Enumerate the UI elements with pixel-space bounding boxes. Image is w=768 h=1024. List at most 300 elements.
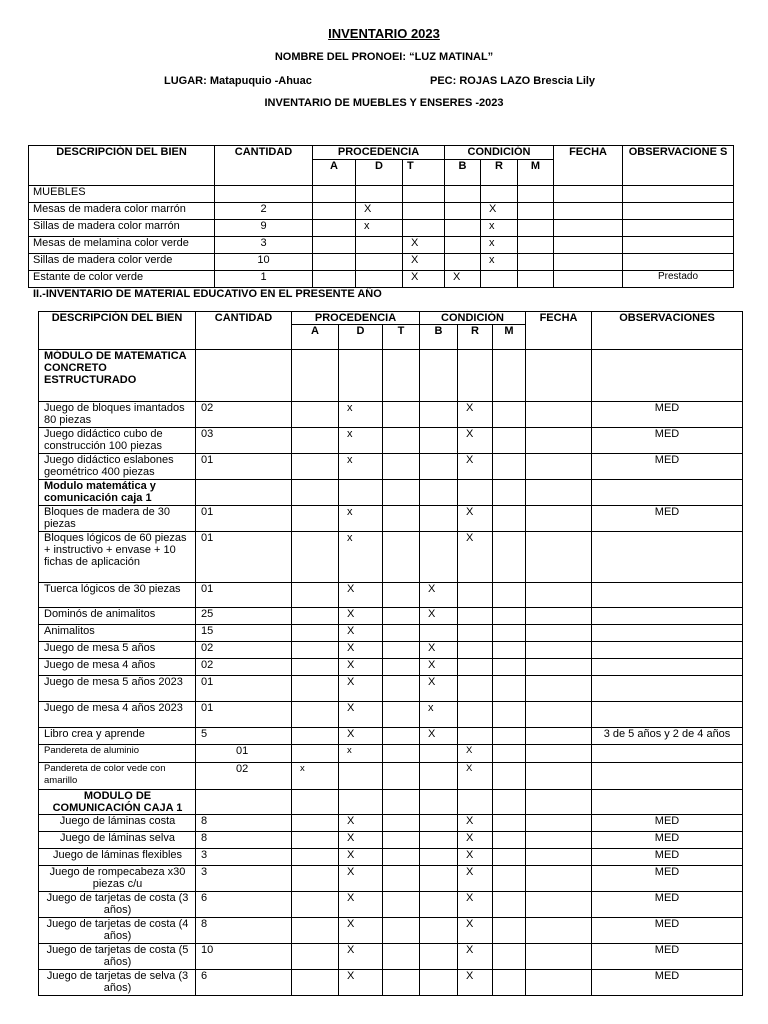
header-observaciones: OBSERVACIONES (592, 312, 743, 350)
cell-descripcion: Juego de láminas flexibles (39, 849, 196, 866)
cell-t (383, 702, 420, 728)
cell-obs (592, 642, 743, 659)
cell-cant: 01 (196, 745, 292, 763)
cell-b (445, 186, 481, 203)
lugar-label: LUGAR: Matapuquio -Ahuac (164, 75, 312, 87)
cell-r (458, 790, 493, 815)
cell-descripcion: MÓDULO DE MATEMATICA CONCRETO ESTRUCTURADO (39, 350, 196, 402)
cell-cant: 01 (196, 506, 292, 532)
cell-fecha (526, 790, 592, 815)
table-row (39, 532, 743, 583)
cell-d: X (339, 625, 383, 642)
cell-m (493, 583, 526, 608)
cell-r: X (458, 454, 493, 480)
cell-d (339, 480, 383, 506)
cell-cant (215, 186, 313, 203)
cell-r: X (458, 892, 493, 918)
header-r: R (458, 325, 493, 350)
cell-d: x (339, 428, 383, 454)
cell-obs: 3 de 5 años y 2 de 4 años (592, 728, 743, 745)
cell-b (420, 428, 458, 454)
cell-r (458, 659, 493, 676)
cell-obs (623, 220, 734, 237)
cell-a (292, 944, 339, 970)
cell-b (420, 918, 458, 944)
cell-cant: 6 (196, 892, 292, 918)
cell-r: X (458, 428, 493, 454)
cell-m (493, 532, 526, 583)
cell-m (518, 271, 554, 288)
header-cantidad: CANTIDAD (215, 146, 313, 186)
header-condicion: CONDICIÓN (445, 146, 554, 160)
table-row (39, 454, 743, 480)
cell-t (403, 220, 445, 237)
cell-fecha (526, 676, 592, 702)
cell-fecha (526, 832, 592, 849)
cell-descripcion: Juego de mesa 4 años 2023 (39, 702, 196, 728)
cell-cant: 02 (196, 659, 292, 676)
cell-d (339, 790, 383, 815)
cell-d (356, 254, 403, 271)
cell-cant: 02 (196, 642, 292, 659)
cell-cant: 01 (196, 676, 292, 702)
header-fecha: FECHA (526, 312, 592, 350)
cell-b (420, 402, 458, 428)
cell-b: x (420, 702, 458, 728)
header-descripcion: DESCRIPCIÓN DEL BIEN (39, 312, 196, 350)
table-row (39, 506, 743, 532)
cell-fecha (526, 583, 592, 608)
cell-r: X (481, 203, 518, 220)
cell-d: x (339, 402, 383, 428)
cell-t (403, 186, 445, 203)
cell-d: X (339, 849, 383, 866)
cell-fecha (526, 944, 592, 970)
cell-m (493, 676, 526, 702)
cell-fecha (526, 866, 592, 892)
table-row (39, 866, 743, 892)
cell-r: x (481, 220, 518, 237)
cell-r (481, 186, 518, 203)
cell-cant: 2 (215, 203, 313, 220)
cell-cant: 03 (196, 428, 292, 454)
section-2-title: II.-INVENTARIO DE MATERIAL EDUCATIVO EN EL PRESENTE AÑO (33, 288, 382, 300)
cell-a (292, 918, 339, 944)
cell-cant: 9 (215, 220, 313, 237)
cell-d: X (339, 944, 383, 970)
table-row (39, 350, 743, 402)
header-t: T (403, 160, 445, 186)
cell-d: X (339, 815, 383, 832)
cell-m (493, 763, 526, 790)
furniture-inventory-table (28, 145, 734, 288)
cell-descripcion: Juego de mesa 5 años (39, 642, 196, 659)
cell-t (383, 944, 420, 970)
cell-fecha (554, 271, 623, 288)
cell-t: X (403, 271, 445, 288)
cell-fecha (526, 608, 592, 625)
cell-r: X (458, 763, 493, 790)
table-row (39, 745, 743, 763)
cell-cant: 3 (196, 849, 292, 866)
table-row (39, 659, 743, 676)
cell-r: X (458, 944, 493, 970)
cell-obs: MED (592, 944, 743, 970)
cell-fecha (526, 702, 592, 728)
cell-r (458, 702, 493, 728)
table-row (39, 790, 743, 815)
table-row (39, 849, 743, 866)
cell-cant: 15 (196, 625, 292, 642)
header-a: A (313, 160, 356, 186)
cell-d: X (356, 203, 403, 220)
cell-descripcion: Juego de mesa 5 años 2023 (39, 676, 196, 702)
cell-descripcion: Juego de tarjetas de costa (5 años) (39, 944, 196, 970)
cell-t (383, 918, 420, 944)
cell-d: X (339, 702, 383, 728)
cell-r: X (458, 970, 493, 996)
cell-fecha (526, 728, 592, 745)
document-title: INVENTARIO 2023 (328, 26, 440, 41)
cell-d: x (339, 532, 383, 583)
inventory-subtitle: INVENTARIO DE MUEBLES Y ENSERES -2023 (264, 97, 504, 109)
cell-m (493, 815, 526, 832)
cell-descripcion: Juego de bloques imantados 80 piezas (39, 402, 196, 428)
cell-b: X (445, 271, 481, 288)
cell-r: X (458, 849, 493, 866)
cell-obs: MED (592, 918, 743, 944)
cell-descripcion: Juego de láminas costa (39, 815, 196, 832)
cell-d: X (339, 608, 383, 625)
cell-m (493, 944, 526, 970)
table-row (39, 702, 743, 728)
pronoei-name: NOMBRE DEL PRONOEI: “LUZ MATINAL” (274, 51, 494, 63)
cell-m (493, 849, 526, 866)
cell-b (420, 625, 458, 642)
cell-fecha (526, 815, 592, 832)
cell-r (458, 625, 493, 642)
cell-b (420, 970, 458, 996)
cell-t (383, 350, 420, 402)
cell-d: X (339, 659, 383, 676)
cell-descripcion: Sillas de madera color verde (29, 254, 215, 271)
cell-cant: 1 (215, 271, 313, 288)
cell-d: x (339, 506, 383, 532)
cell-d: X (339, 832, 383, 849)
cell-b (445, 254, 481, 271)
cell-obs (592, 659, 743, 676)
cell-descripcion: Juego didáctico eslabones geométrico 400 piezas (39, 454, 196, 480)
cell-m (493, 970, 526, 996)
cell-t (383, 583, 420, 608)
cell-m (493, 350, 526, 402)
cell-r: X (458, 918, 493, 944)
cell-m (493, 866, 526, 892)
cell-b (445, 237, 481, 254)
cell-b (420, 790, 458, 815)
cell-descripcion: Juego de tarjetas de selva (3 años) (39, 970, 196, 996)
cell-r (458, 583, 493, 608)
cell-b (420, 532, 458, 583)
cell-a (292, 866, 339, 892)
cell-cant (196, 790, 292, 815)
cell-cant: 01 (196, 702, 292, 728)
cell-fecha (526, 428, 592, 454)
cell-cant (196, 350, 292, 402)
cell-m (493, 659, 526, 676)
cell-descripcion: Pandereta de aluminio (39, 745, 196, 763)
cell-t (383, 970, 420, 996)
cell-b: X (420, 728, 458, 745)
cell-obs: MED (592, 428, 743, 454)
cell-m (493, 454, 526, 480)
cell-fecha (554, 220, 623, 237)
table-row (29, 186, 734, 203)
table-row (39, 402, 743, 428)
cell-descripcion: Tuerca lógicos de 30 piezas (39, 583, 196, 608)
cell-m (493, 918, 526, 944)
cell-t (383, 790, 420, 815)
cell-b (420, 866, 458, 892)
table-row (29, 271, 734, 288)
educational-material-table (38, 311, 743, 996)
cell-descripcion: Animalitos (39, 625, 196, 642)
cell-fecha (554, 203, 623, 220)
cell-obs: MED (592, 506, 743, 532)
cell-d (356, 186, 403, 203)
cell-m (493, 506, 526, 532)
header-fecha: FECHA (554, 146, 623, 186)
header-d: D (356, 160, 403, 186)
cell-r (458, 676, 493, 702)
cell-a (292, 583, 339, 608)
cell-obs (592, 583, 743, 608)
cell-fecha (526, 506, 592, 532)
cell-m (493, 702, 526, 728)
cell-descripcion: Libro crea y aprende (39, 728, 196, 745)
cell-r (481, 271, 518, 288)
table-row (29, 237, 734, 254)
cell-m (518, 237, 554, 254)
cell-obs: MED (592, 454, 743, 480)
cell-a (313, 237, 356, 254)
cell-descripcion: Pandereta de color vede con amarillo (39, 763, 196, 790)
cell-m (493, 402, 526, 428)
cell-fecha (526, 763, 592, 790)
cell-t (383, 625, 420, 642)
header-descripcion: DESCRIPCIÓN DEL BIEN (29, 146, 215, 186)
cell-r: X (458, 532, 493, 583)
cell-m (493, 790, 526, 815)
cell-r: X (458, 832, 493, 849)
cell-r (458, 608, 493, 625)
header-condicion: CONDICIÓN (420, 312, 526, 325)
cell-fecha (526, 970, 592, 996)
cell-a (292, 454, 339, 480)
cell-b (420, 454, 458, 480)
table-row (39, 832, 743, 849)
cell-r: X (458, 506, 493, 532)
cell-a (292, 815, 339, 832)
cell-fecha (526, 402, 592, 428)
cell-b (445, 203, 481, 220)
table-row (39, 970, 743, 996)
cell-b (420, 815, 458, 832)
cell-cant: 3 (215, 237, 313, 254)
cell-r (458, 480, 493, 506)
cell-a (292, 702, 339, 728)
cell-a (292, 480, 339, 506)
cell-fecha (554, 186, 623, 203)
cell-b (420, 849, 458, 866)
header-a: A (292, 325, 339, 350)
cell-cant: 01 (196, 454, 292, 480)
cell-b: X (420, 608, 458, 625)
cell-t (383, 832, 420, 849)
cell-m (493, 428, 526, 454)
cell-m (493, 728, 526, 745)
cell-m (518, 254, 554, 271)
table-row (39, 676, 743, 702)
cell-obs: MED (592, 849, 743, 866)
cell-b (420, 745, 458, 763)
cell-m (493, 608, 526, 625)
cell-a (292, 832, 339, 849)
cell-obs (592, 350, 743, 402)
table-row (39, 815, 743, 832)
cell-a (313, 220, 356, 237)
cell-r: X (458, 402, 493, 428)
cell-t (403, 203, 445, 220)
cell-a (313, 186, 356, 203)
cell-b (420, 506, 458, 532)
table-row (39, 480, 743, 506)
cell-t (383, 506, 420, 532)
cell-descripcion: Estante de color verde (29, 271, 215, 288)
cell-b (420, 763, 458, 790)
cell-a (292, 608, 339, 625)
cell-cant: 02 (196, 402, 292, 428)
cell-d (339, 763, 383, 790)
cell-cant: 01 (196, 583, 292, 608)
cell-a (292, 849, 339, 866)
cell-b: X (420, 642, 458, 659)
cell-t (383, 676, 420, 702)
cell-b: X (420, 659, 458, 676)
cell-m (518, 186, 554, 203)
cell-t (383, 892, 420, 918)
cell-descripcion: Bloques lógicos de 60 piezas + instructivo + envase + 10 fichas de aplicación (39, 532, 196, 583)
cell-a (292, 728, 339, 745)
cell-a (313, 203, 356, 220)
cell-descripcion: Mesas de melamina color verde (29, 237, 215, 254)
cell-d (356, 271, 403, 288)
cell-r: X (458, 866, 493, 892)
cell-d: X (339, 583, 383, 608)
cell-fecha (526, 892, 592, 918)
cell-fecha (526, 480, 592, 506)
cell-a (292, 506, 339, 532)
table-row (39, 608, 743, 625)
cell-d: X (339, 866, 383, 892)
cell-cant: 8 (196, 918, 292, 944)
cell-descripcion: MODULO DE COMUNICACIÓN CAJA 1 (39, 790, 196, 815)
cell-obs (623, 186, 734, 203)
cell-a (292, 402, 339, 428)
cell-t (383, 659, 420, 676)
cell-cant: 3 (196, 866, 292, 892)
cell-r: x (481, 254, 518, 271)
cell-fecha (526, 849, 592, 866)
cell-obs: MED (592, 402, 743, 428)
cell-b (420, 480, 458, 506)
header-cantidad: CANTIDAD (196, 312, 292, 350)
cell-d: X (339, 970, 383, 996)
cell-obs (592, 608, 743, 625)
cell-t (383, 815, 420, 832)
header-procedencia: PROCEDENCIA (292, 312, 420, 325)
cell-descripcion: Juego de tarjetas de costa (4 años) (39, 918, 196, 944)
cell-obs (623, 203, 734, 220)
cell-cant: 10 (215, 254, 313, 271)
table-row (39, 625, 743, 642)
cell-t (383, 745, 420, 763)
cell-obs (592, 745, 743, 763)
cell-fecha (526, 659, 592, 676)
cell-obs: MED (592, 832, 743, 849)
cell-b: X (420, 583, 458, 608)
cell-t (383, 402, 420, 428)
cell-b (420, 832, 458, 849)
cell-a (292, 970, 339, 996)
header-m: M (493, 325, 526, 350)
cell-m (493, 832, 526, 849)
table-row (29, 254, 734, 271)
cell-r (458, 350, 493, 402)
cell-t (383, 642, 420, 659)
cell-fecha (526, 532, 592, 583)
cell-t (383, 428, 420, 454)
cell-a (313, 271, 356, 288)
cell-fecha (526, 350, 592, 402)
cell-r: X (458, 745, 493, 763)
table-row (39, 728, 743, 745)
cell-descripcion: Bloques de madera de 30 piezas (39, 506, 196, 532)
cell-cant: 02 (196, 763, 292, 790)
cell-d: x (339, 454, 383, 480)
cell-r (458, 642, 493, 659)
cell-t (383, 532, 420, 583)
table-row (39, 642, 743, 659)
cell-obs (592, 532, 743, 583)
header-b: B (445, 160, 481, 186)
cell-d: X (339, 892, 383, 918)
cell-fecha (526, 625, 592, 642)
header-observaciones: OBSERVACIONE S (623, 146, 734, 186)
cell-t (383, 480, 420, 506)
cell-t (383, 866, 420, 892)
cell-descripcion: Juego de mesa 4 años (39, 659, 196, 676)
cell-a: x (292, 763, 339, 790)
cell-t (383, 763, 420, 790)
header-d: D (339, 325, 383, 350)
header-b: B (420, 325, 458, 350)
table-row (39, 763, 743, 790)
pec-label: PEC: ROJAS LAZO Brescia Lily (430, 75, 596, 87)
cell-obs (592, 480, 743, 506)
cell-cant: 25 (196, 608, 292, 625)
cell-a (292, 659, 339, 676)
